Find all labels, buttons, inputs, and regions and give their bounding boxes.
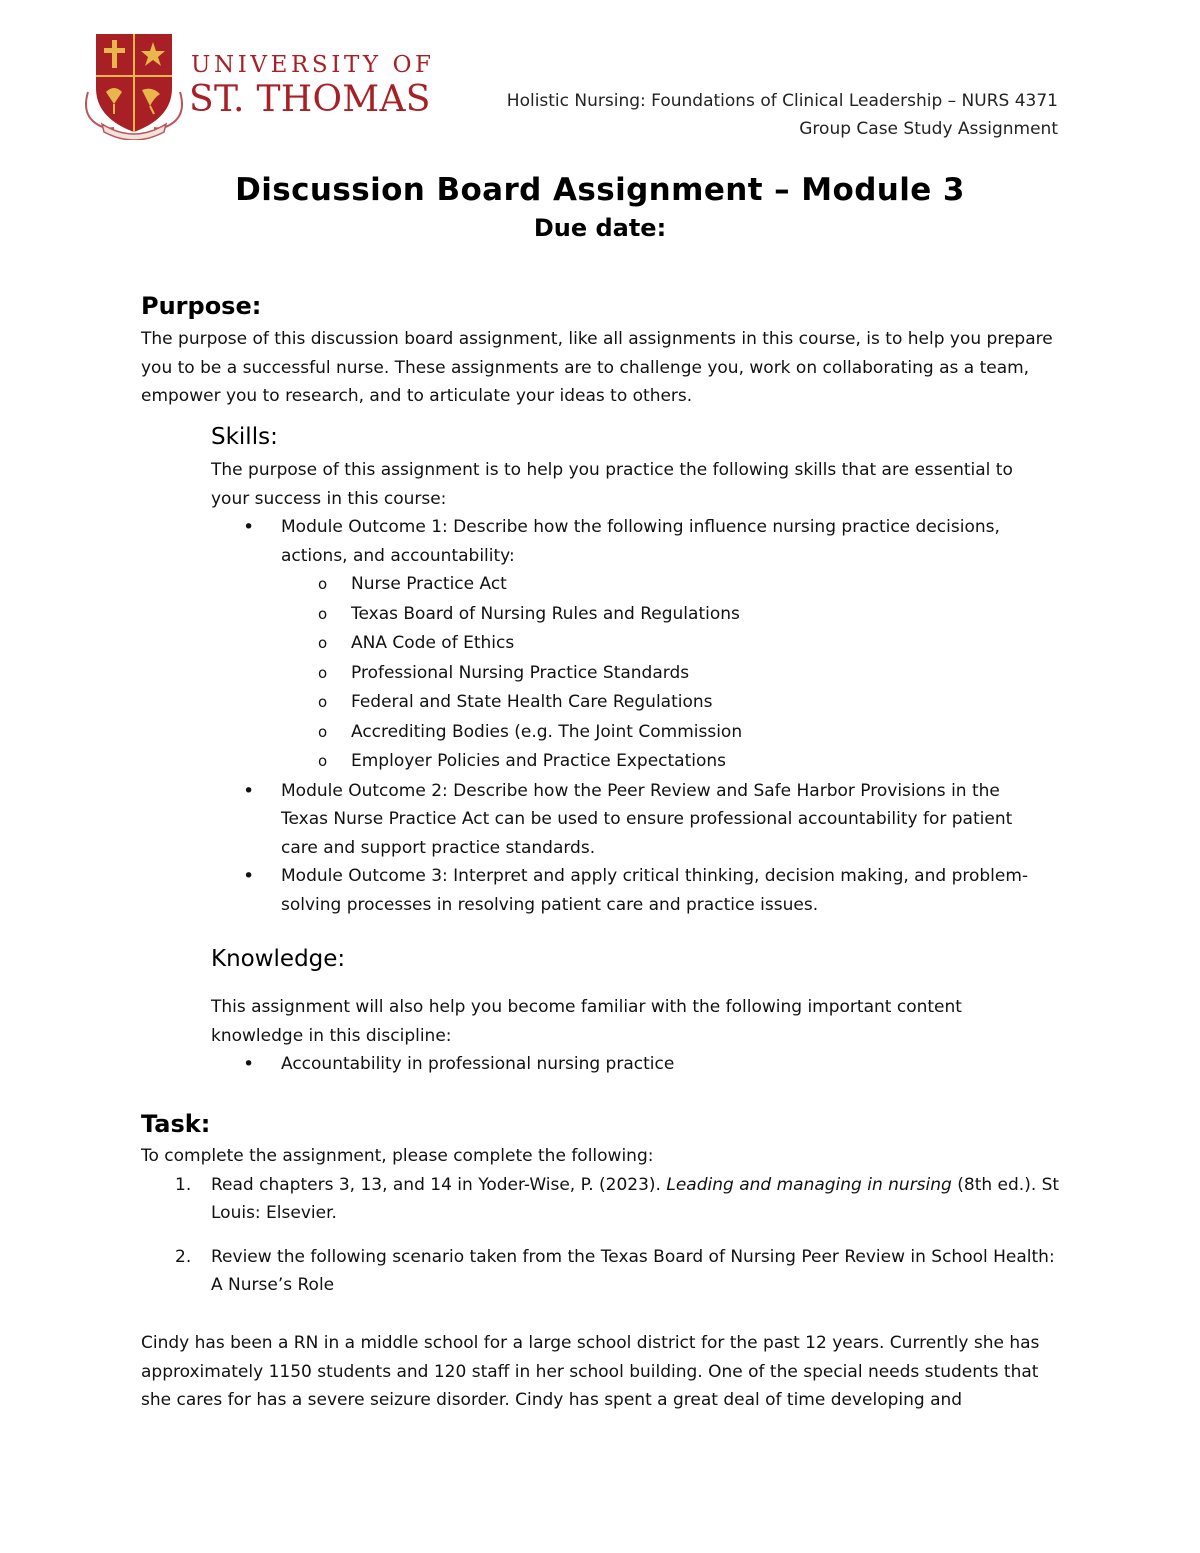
list-item xyxy=(211,513,1051,777)
skills-outcomes-list xyxy=(211,513,1051,919)
knowledge-intro: This assignment will also help you become familiar with the following important content knowledge in this discipline: xyxy=(211,997,962,1046)
purpose-text: The purpose of this discussion board assignment, like all assignments in this course, is to help you prepare you to be a successful nurse. These assignments are to challenge you, work on collaborating as a team, empower you to research, and to articulate your ideas to others. xyxy=(141,329,1053,406)
assignment-type: Group Case Study Assignment xyxy=(799,119,1058,139)
step-1-pre: Read chapters 3, 13, and 14 in Yoder-Wise, P. (2023). xyxy=(211,1174,667,1195)
outcome-1-sublist xyxy=(281,570,1051,777)
list-item: o Federal and State Health Care Regulations xyxy=(281,688,1051,718)
list-item: o Professional Nursing Practice Standards xyxy=(281,659,1051,689)
list-item xyxy=(141,1243,1066,1300)
university-logo xyxy=(84,32,435,142)
list-item: o Accrediting Bodies (e.g. The Joint Commission xyxy=(281,718,1051,748)
scenario-text: Cindy has been a RN in a middle school for a large school district for the past 12 years. Currently she has approximately 1150 students and 120 staff in her school building. One of the special needs students that she cares for has a severe seizure disorder. Cindy has spent a great deal of time developing and xyxy=(141,1333,1040,1410)
step-2-text: Review the following scenario taken from the Texas Board of Nursing Peer Review in School Health: A Nurse’s Role xyxy=(211,1246,1055,1295)
list-item: • Module Outcome 3: Interpret and apply critical thinking, decision making, and problem-solving processes in resolving patient care and practice issues. xyxy=(211,862,1051,919)
due-date-label: Due date: xyxy=(533,214,667,242)
task-section xyxy=(141,1142,1066,1300)
list-item: o ANA Code of Ethics xyxy=(281,629,1051,659)
knowledge-list xyxy=(211,1050,1051,1079)
task-heading: Task: xyxy=(141,1110,211,1138)
book-title: Leading and managing in nursing xyxy=(666,1174,952,1195)
list-item: • Module Outcome 2: Describe how the Peer Review and Safe Harbor Provisions in the Texas Nurse Practice Act can be used to ensure professional accountability for patient care and support practice standards. xyxy=(211,777,1051,863)
course-name: Holistic Nursing: Foundations of Clinical Leadership – NURS 4371 xyxy=(506,91,1058,111)
list-item: • Accountability in professional nursing practice xyxy=(211,1050,1051,1079)
skills-heading: Skills: xyxy=(211,424,278,450)
logo-text-line1: UNIVERSITY OF xyxy=(191,52,435,78)
knowledge-heading: Knowledge: xyxy=(211,946,346,972)
list-item: o Nurse Practice Act xyxy=(281,570,1051,600)
skills-section xyxy=(211,456,1051,919)
document-header xyxy=(507,87,1058,143)
list-item: o Employer Policies and Practice Expectations xyxy=(281,747,1051,777)
task-intro: To complete the assignment, please complete the following: xyxy=(141,1146,654,1166)
outcome-1-text: Module Outcome 1: Describe how the following influence nursing practice decisions, actions, and accountability: xyxy=(281,517,1000,566)
page-title: Discussion Board Assignment – Module 3 xyxy=(235,172,965,208)
list-item: o Texas Board of Nursing Rules and Regulations xyxy=(281,600,1051,630)
step-number: 2. xyxy=(175,1246,192,1267)
step-1-post: (8th ed.). St Louis: Elsevier. xyxy=(211,1174,1060,1223)
knowledge-section xyxy=(211,993,1051,1079)
skills-intro: The purpose of this assignment is to help you practice the following skills that are essential to your success in this course: xyxy=(211,460,1013,509)
list-item xyxy=(141,1171,1066,1228)
task-steps-list xyxy=(141,1171,1066,1300)
step-number: 1. xyxy=(175,1174,192,1195)
purpose-heading: Purpose: xyxy=(141,292,262,320)
crest-icon xyxy=(84,32,184,140)
logo-text-line2: ST. THOMAS xyxy=(189,79,431,120)
